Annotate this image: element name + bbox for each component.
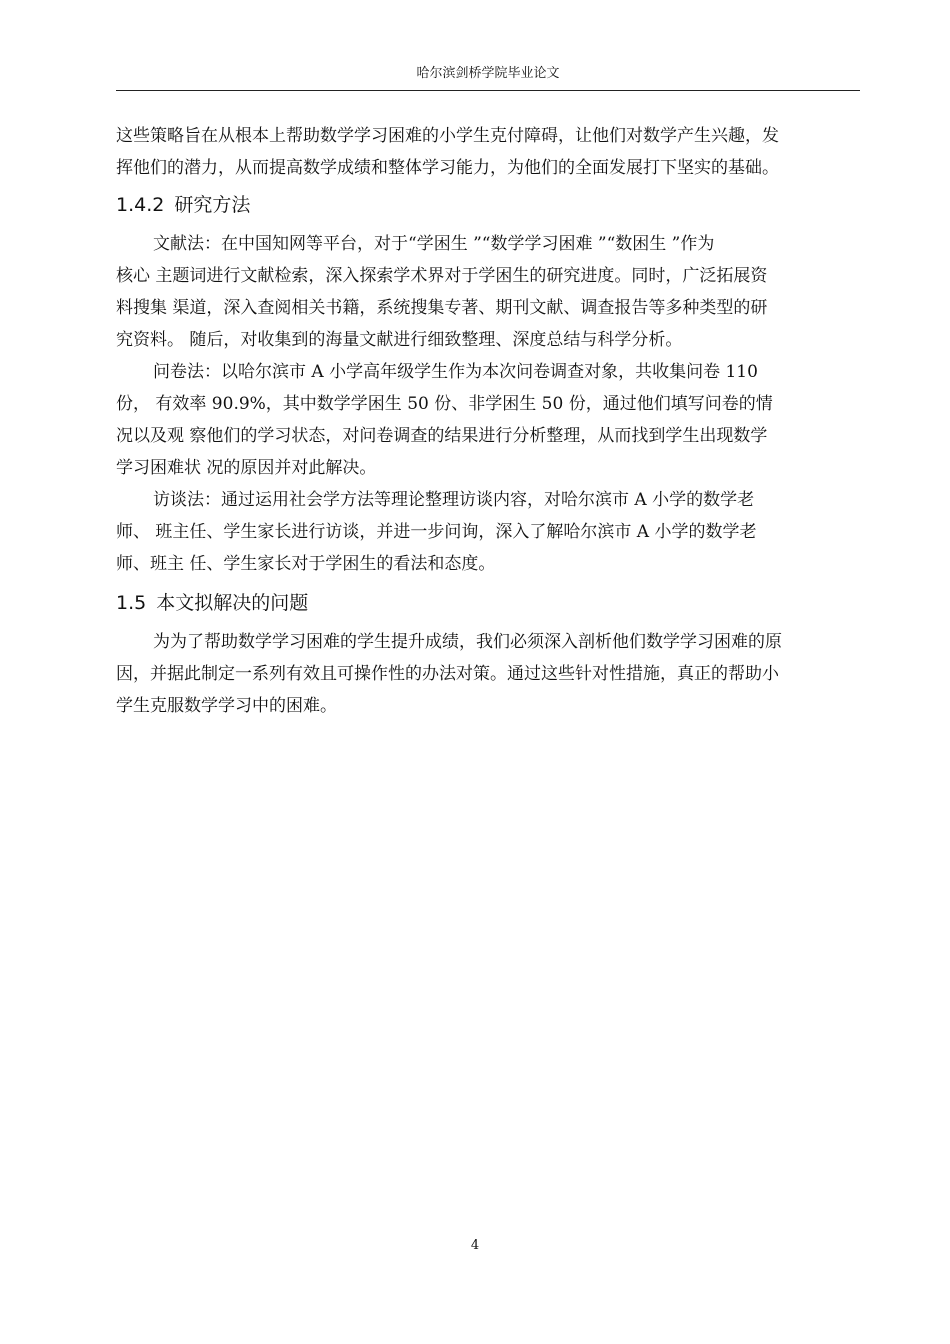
- page-number: 4: [470, 1238, 480, 1253]
- paragraph-line: 料搜集 渠道，深入查阅相关书籍，系统搜集专著、期刊文献、调查报告等多种类型的研: [116, 298, 768, 318]
- interview-method-paragraph: [116, 484, 860, 580]
- paragraph-line: 份， 有效率 90.9%，其中数学学困生 50 份、非学困生 50 份，通过他们填写问卷的情: [116, 394, 773, 414]
- header-title: 哈尔滨剑桥学院毕业论文: [416, 66, 560, 81]
- problem-paragraph: [116, 626, 860, 722]
- paragraph-line: 问卷法：以哈尔滨市 A 小学高年级学生作为本次问卷调查对象，共收集问卷 110: [153, 362, 758, 382]
- paragraph-line: 挥他们的潜力，从而提高数学成绩和整体学习能力，为他们的全面发展打下坚实的基础。: [116, 158, 779, 178]
- section-number: 1.5: [116, 592, 147, 614]
- paragraph-line: 师、班主 任、学生家长对于学困生的看法和态度。: [116, 554, 496, 574]
- paragraph-line: 这些策略旨在从根本上帮助数学学习困难的小学生克付障碍，让他们对数学产生兴趣，发: [116, 126, 779, 146]
- paragraph-line: 因，并据此制定一系列有效且可操作性的办法对策。通过这些针对性措施，真正的帮助小: [116, 664, 779, 684]
- paragraph-line: 文献法：在中国知网等平台，对于“学困生 ”“数学学习困难 ”“数困生 ”作为: [153, 234, 715, 254]
- paragraph-line: 学习困难状 况的原因并对此解决。: [116, 458, 377, 478]
- intro-paragraph: [116, 120, 860, 184]
- section-number: 1.4.2: [116, 194, 165, 216]
- section-title: 本文拟解决的问题: [156, 592, 309, 614]
- paragraph-line: 访谈法：通过运用社会学方法等理论整理访谈内容，对哈尔滨市 A 小学的数学老: [153, 490, 755, 510]
- page-header: [116, 64, 860, 91]
- section-heading-1-4-2: [116, 192, 860, 218]
- literature-method-paragraph: [116, 228, 860, 356]
- section-heading-1-5: [116, 590, 860, 616]
- paragraph-line: 师、 班主任、学生家长进行访谈，并进一步问询，深入了解哈尔滨市 A 小学的数学老: [116, 522, 757, 542]
- paragraph-line: 究资料。 随后，对收集到的海量文献进行细致整理、深度总结与科学分析。: [116, 330, 683, 350]
- paragraph-line: 核心 主题词进行文献检索，深入探索学术界对于学困生的研究进度。同时，广泛拓展资: [116, 266, 768, 286]
- paragraph-line: 学生克服数学学习中的困难。: [116, 696, 337, 716]
- section-title: 研究方法: [174, 194, 251, 216]
- questionnaire-method-paragraph: [116, 356, 860, 484]
- paragraph-line: 为为了帮助数学学习困难的学生提升成绩，我们必须深入剖析他们数学学习困难的原: [153, 632, 782, 652]
- document-body: [116, 120, 860, 722]
- paragraph-line: 况以及观 察他们的学习状态，对问卷调查的结果进行分析整理，从而找到学生出现数学: [116, 426, 768, 446]
